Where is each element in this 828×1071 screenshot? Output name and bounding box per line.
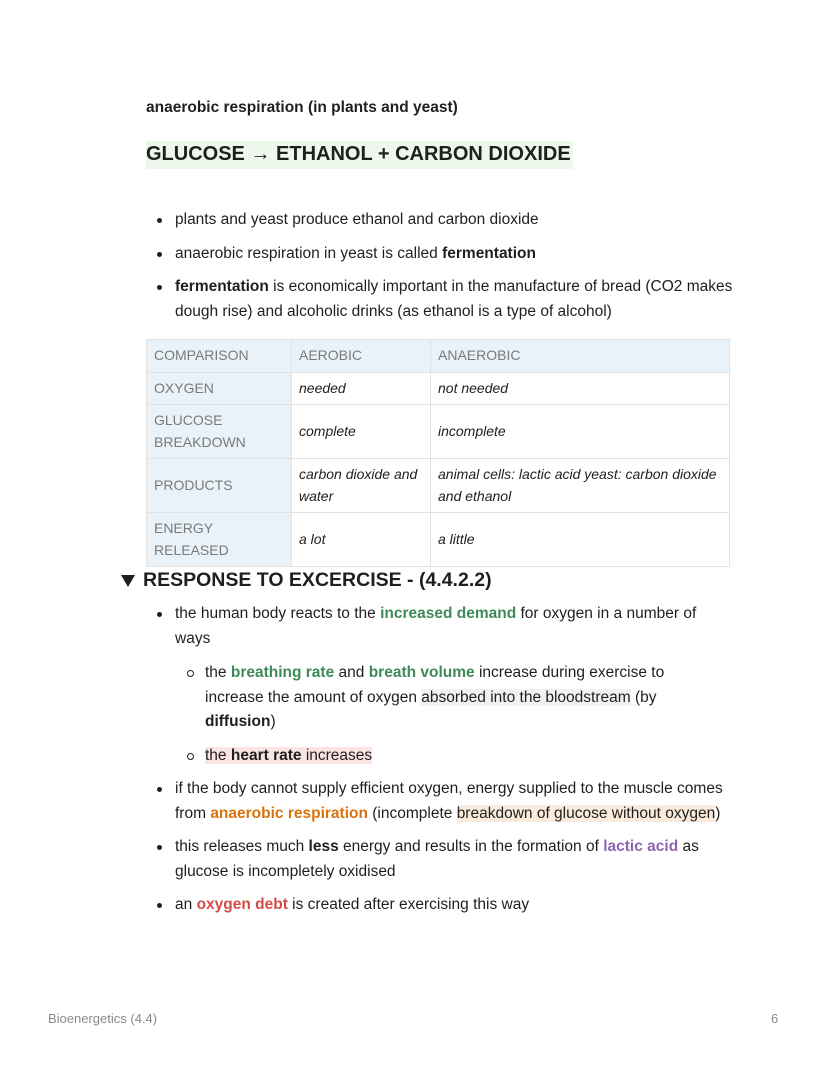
table-cell: carbon dioxide and water	[292, 459, 431, 513]
list-item: if the body cannot supply efficient oxygen, energy supplied to the muscle comes from anaerobic respiration (incomplete breakdown of glucose without oxygen)	[155, 777, 735, 826]
table-cell: animal cells: lactic acid yeast: carbon dioxide and ethanol	[431, 459, 730, 513]
table-row-label: PRODUCTS	[147, 459, 292, 513]
table-cell: complete	[292, 405, 431, 459]
toggle-heading-response-to-exercise[interactable]	[121, 569, 492, 592]
table-row-label: OXYGEN	[147, 372, 292, 405]
sub-bullet-list	[185, 661, 705, 768]
table-row	[147, 372, 730, 405]
table-header-row	[147, 340, 730, 373]
table-header-cell: COMPARISON	[147, 340, 292, 373]
table-cell: needed	[292, 372, 431, 405]
table-row	[147, 513, 730, 567]
table-cell: a little	[431, 513, 730, 567]
list-item: the heart rate increases	[185, 744, 705, 769]
list-item: the human body reacts to the increased demand for oxygen in a number of ways the breathing rate and breath volume increase during exercise to increase the amount of oxygen absorbed into the bloodstream (by diffusion) the heart rate increases	[155, 602, 735, 768]
comparison-table	[146, 339, 730, 567]
table-row	[147, 459, 730, 513]
table-header-cell: AEROBIC	[292, 340, 431, 373]
table-row-label: ENERGY RELEASED	[147, 513, 292, 567]
bullet-list-exercise	[155, 602, 735, 918]
list-item: the breathing rate and breath volume increase during exercise to increase the amount of oxygen absorbed into the bloodstream (by diffusion)	[185, 661, 705, 735]
table-cell: a lot	[292, 513, 431, 567]
list-item: anaerobic respiration in yeast is called fermentation	[155, 242, 735, 267]
toggle-triangle-icon[interactable]	[121, 575, 135, 587]
footer-document-title: Bioenergetics (4.4)	[48, 1011, 158, 1026]
page-number: 6	[771, 1011, 779, 1026]
bullet-list-fermentation	[155, 208, 735, 324]
list-item: plants and yeast produce ethanol and carbon dioxide	[155, 208, 735, 233]
table-row-label: GLUCOSE BREAKDOWN	[147, 405, 292, 459]
table-row	[147, 405, 730, 459]
list-item: this releases much less energy and results in the formation of lactic acid as glucose is incompletely oxidised	[155, 835, 735, 884]
section-heading: RESPONSE TO EXCERCISE - (4.4.2.2)	[143, 569, 492, 591]
list-item: an oxygen debt is created after exercising this way	[155, 893, 735, 918]
table-cell: incomplete	[431, 405, 730, 459]
table-cell: not needed	[431, 372, 730, 405]
table-header-cell: ANAEROBIC	[431, 340, 730, 373]
subheading: anaerobic respiration (in plants and yeast)	[146, 99, 458, 116]
equation: GLUCOSE → ETHANOL + CARBON DIOXIDE	[146, 141, 573, 169]
list-item: fermentation is economically important in the manufacture of bread (CO2 makes dough rise) and alcoholic drinks (as ethanol is a type of alcohol)	[155, 275, 735, 324]
